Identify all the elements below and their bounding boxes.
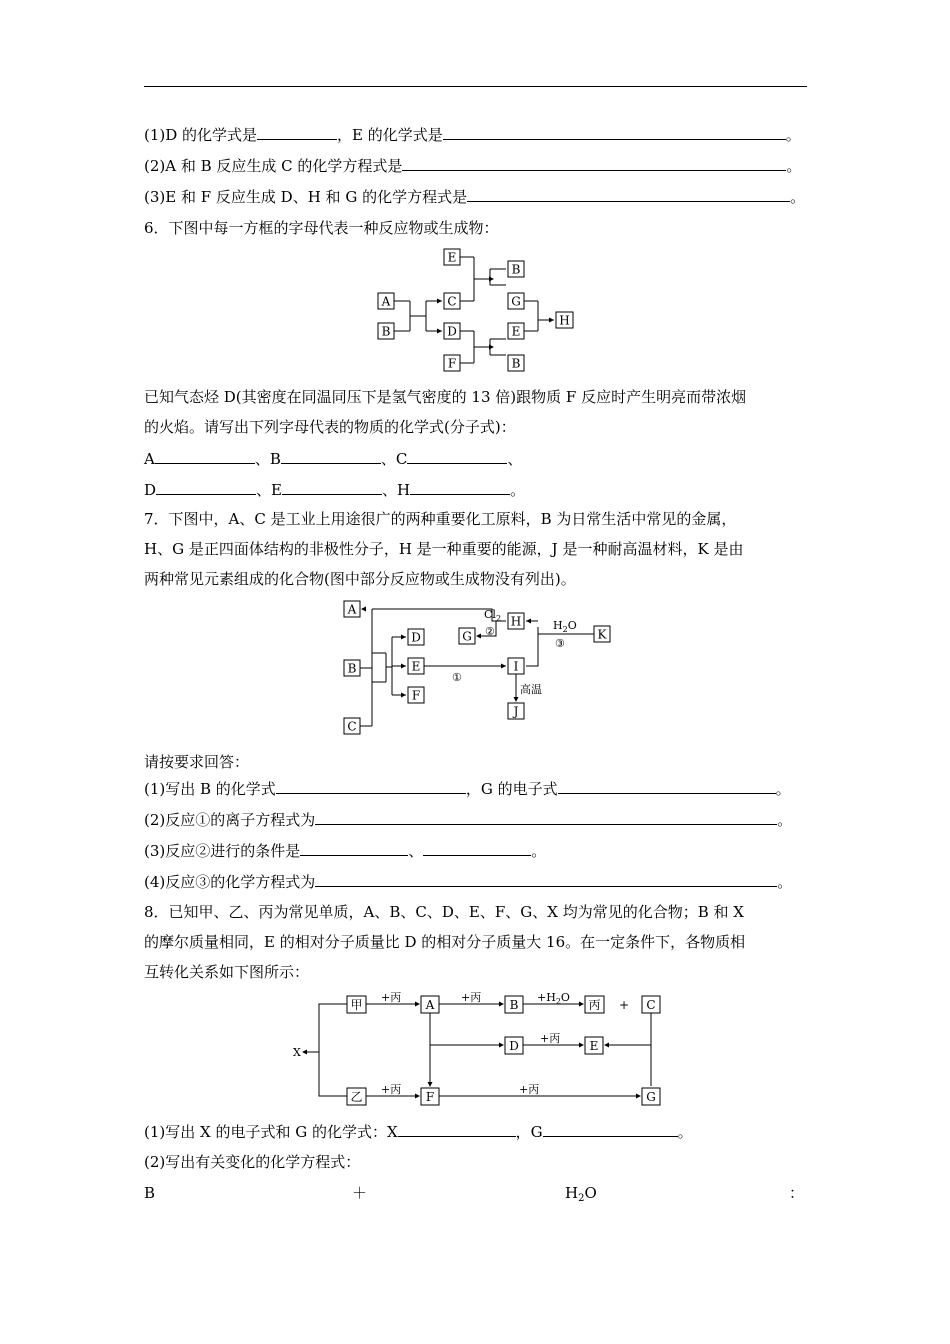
svg-text:C: C bbox=[447, 294, 457, 309]
q7-reaction-1: ① bbox=[452, 671, 462, 684]
answer-blank[interactable] bbox=[398, 1121, 516, 1137]
answer-blank[interactable] bbox=[558, 778, 776, 794]
svg-text:I: I bbox=[513, 659, 519, 674]
answer-blank[interactable] bbox=[467, 186, 790, 202]
q8-plus-bing-1: +丙 bbox=[381, 991, 402, 1004]
q8-plus-water: $+H_2O$ bbox=[537, 991, 570, 1006]
answer-blank[interactable] bbox=[282, 479, 382, 495]
svg-text:D: D bbox=[509, 1039, 519, 1053]
svg-text:F: F bbox=[425, 1090, 435, 1104]
svg-text:E: E bbox=[447, 250, 457, 265]
q7-box-g bbox=[459, 628, 475, 644]
svg-text:B: B bbox=[511, 356, 521, 371]
svg-text:B: B bbox=[381, 324, 391, 339]
answer-blank[interactable] bbox=[423, 840, 531, 856]
q6-answers-row2: D 、E 、H 。 bbox=[144, 481, 526, 499]
answer-blank[interactable] bbox=[543, 1121, 678, 1137]
q8-box-jia bbox=[347, 996, 366, 1013]
q8-part1: (1)写出 X 的电子式和 G 的化学式：X ，G 。 bbox=[144, 1123, 693, 1141]
q6-title: 6．下图中每一方框的字母代表一种反应物或生成物： bbox=[144, 219, 499, 237]
q7-box-d bbox=[408, 629, 424, 645]
svg-text:C: C bbox=[347, 719, 357, 734]
q6-box-c bbox=[444, 293, 460, 309]
q8-box-b bbox=[505, 996, 523, 1013]
svg-text:D: D bbox=[447, 324, 457, 339]
svg-text:B: B bbox=[509, 998, 519, 1012]
q6-box-h bbox=[556, 312, 573, 328]
svg-text:丙: 丙 bbox=[588, 998, 601, 1012]
q7-part2: (2)反应①的离子方程式为 。 bbox=[144, 811, 793, 829]
q7-box-i bbox=[508, 658, 524, 674]
q7-water-label: $H_2O$ bbox=[553, 619, 577, 634]
q7-box-b bbox=[344, 660, 360, 676]
svg-text:E: E bbox=[589, 1039, 599, 1053]
q8-line1: 8．已知甲、乙、丙为常见单质，A、B、C、D、E、F、G、X 均为常见的化合物；B 和 X bbox=[144, 903, 744, 921]
q6-box-e-top bbox=[444, 249, 460, 265]
answer-blank[interactable] bbox=[281, 448, 381, 464]
answer-blank[interactable] bbox=[276, 778, 466, 794]
answer-blank[interactable] bbox=[443, 124, 786, 140]
svg-text:F: F bbox=[411, 688, 421, 703]
svg-text:C: C bbox=[646, 998, 656, 1012]
q6-box-b-bottom bbox=[508, 355, 524, 371]
q5-part2: (2)A 和 B 反应生成 C 的化学方程式是 。 bbox=[144, 157, 802, 175]
q7-reaction-2: ② bbox=[485, 625, 495, 638]
answer-blank[interactable] bbox=[315, 809, 777, 825]
svg-text:K: K bbox=[597, 627, 607, 642]
q7-reaction-3: ③ bbox=[555, 637, 565, 650]
svg-text:E: E bbox=[411, 659, 421, 674]
svg-text:G: G bbox=[462, 629, 472, 644]
q8-plus-bing-2: +丙 bbox=[461, 991, 482, 1004]
svg-text:A: A bbox=[347, 602, 357, 617]
q8-box-e bbox=[585, 1037, 603, 1054]
q7-cl2-label: $Cl_2$ bbox=[484, 608, 502, 623]
q7-box-c bbox=[344, 718, 360, 734]
svg-text:G: G bbox=[511, 294, 521, 309]
q7-line1: 7．下图中，A、C 是工业上用途很广的两种重要化工原料，B 为日常生活中常见的金属， bbox=[144, 510, 737, 528]
q5-part1: (1)D 的化学式是 ，E 的化学式是 。 bbox=[144, 126, 801, 144]
svg-text:J: J bbox=[513, 704, 519, 719]
q8-plus-bing-5: +丙 bbox=[519, 1083, 540, 1096]
svg-text:H: H bbox=[510, 614, 522, 629]
q6-desc-line1: 已知气态烃 D(其密度在同温同压下是氢气密度的 13 倍)跟物质 F 反应时产生明亮而带浓烟 bbox=[144, 388, 747, 406]
q8-box-a bbox=[421, 996, 439, 1013]
q8-box-bing bbox=[585, 996, 604, 1013]
q6-box-e-mid bbox=[508, 323, 524, 339]
q7-high-temp-label: 高温 bbox=[520, 683, 542, 696]
q8-plus-bing-4: +丙 bbox=[381, 1083, 402, 1096]
svg-text:G: G bbox=[646, 1090, 656, 1104]
answer-blank[interactable] bbox=[156, 479, 256, 495]
q7-box-f bbox=[408, 687, 424, 703]
q7-line3: 两种常见元素组成的化合物(图中部分反应物或生成物没有列出)。 bbox=[144, 570, 576, 588]
q8-diagram bbox=[285, 990, 670, 1110]
q8-plus-sign: + bbox=[619, 998, 630, 1012]
q8-box-d bbox=[505, 1037, 523, 1054]
q7-diagram bbox=[338, 595, 618, 745]
q8-x-label: X bbox=[293, 1046, 301, 1059]
svg-text:A: A bbox=[381, 294, 391, 309]
q7-box-h bbox=[508, 613, 524, 629]
answer-blank[interactable] bbox=[402, 155, 786, 171]
q8-box-g bbox=[642, 1088, 660, 1105]
answer-blank[interactable] bbox=[300, 840, 408, 856]
header-rule bbox=[144, 86, 807, 87]
answer-blank[interactable] bbox=[410, 479, 510, 495]
q8-box-f bbox=[421, 1088, 439, 1105]
q8-part2: (2)写出有关变化的化学方程式： bbox=[144, 1153, 361, 1171]
q6-diagram bbox=[370, 245, 585, 377]
q7-part4: (4)反应③的化学方程式为 。 bbox=[144, 873, 793, 891]
q8-labels bbox=[293, 991, 629, 1096]
answer-blank[interactable] bbox=[407, 448, 507, 464]
q6-desc-line2: 的火焰。请写出下列字母代表的物质的化学式(分子式)： bbox=[144, 418, 516, 436]
svg-text:B: B bbox=[347, 661, 357, 676]
svg-text:H: H bbox=[559, 313, 570, 328]
answer-blank[interactable] bbox=[257, 124, 337, 140]
q6-box-a bbox=[378, 293, 394, 309]
svg-text:甲: 甲 bbox=[350, 998, 363, 1012]
svg-text:F: F bbox=[447, 356, 457, 371]
q7-part3: (3)反应②进行的条件是 、 。 bbox=[144, 842, 547, 860]
svg-text:乙: 乙 bbox=[350, 1090, 363, 1104]
q6-box-d bbox=[444, 323, 460, 339]
answer-blank[interactable] bbox=[155, 448, 255, 464]
q7-box-k bbox=[594, 626, 610, 642]
answer-blank[interactable] bbox=[315, 871, 777, 887]
q8-line3: 互转化关系如下图所示： bbox=[144, 963, 310, 981]
q6-connectors bbox=[394, 257, 554, 363]
q7-ask: 请按要求回答： bbox=[144, 753, 250, 771]
q8-water: $H_2O$ bbox=[565, 1184, 597, 1204]
q8-box-c bbox=[642, 996, 660, 1013]
q8-line2: 的摩尔质量相同，E 的相对分子质量比 D 的相对分子质量大 16。在一定条件下，各物质相 bbox=[144, 933, 746, 951]
q8-box-yi bbox=[347, 1088, 366, 1105]
svg-text:D: D bbox=[411, 630, 421, 645]
q6-box-f bbox=[444, 355, 460, 371]
q5-part3: (3)E 和 F 反应生成 D、H 和 G 的化学方程式是 。 bbox=[144, 188, 806, 206]
q7-part1: (1)写出 B 的化学式 ，G 的电子式 。 bbox=[144, 780, 791, 798]
q7-box-j bbox=[508, 703, 524, 719]
svg-text:B: B bbox=[511, 262, 521, 277]
svg-text:E: E bbox=[511, 324, 521, 339]
q8-part3-equation: B ＋ $H_2O$ ： bbox=[144, 1184, 805, 1204]
q8-plus-bing-3: +丙 bbox=[540, 1032, 561, 1045]
q7-box-a bbox=[344, 601, 360, 617]
q6-answers-row1: A 、B 、C 、 bbox=[144, 450, 523, 468]
q7-line2: H、G 是正四面体结构的非极性分子，H 是一种重要的能源，J 是一种耐高温材料，K 是由 bbox=[144, 540, 744, 558]
q6-box-b-left bbox=[378, 323, 394, 339]
q6-box-g bbox=[508, 293, 524, 309]
svg-text:A: A bbox=[425, 998, 435, 1012]
q6-box-b-top bbox=[508, 261, 524, 277]
q7-box-e bbox=[408, 658, 424, 674]
